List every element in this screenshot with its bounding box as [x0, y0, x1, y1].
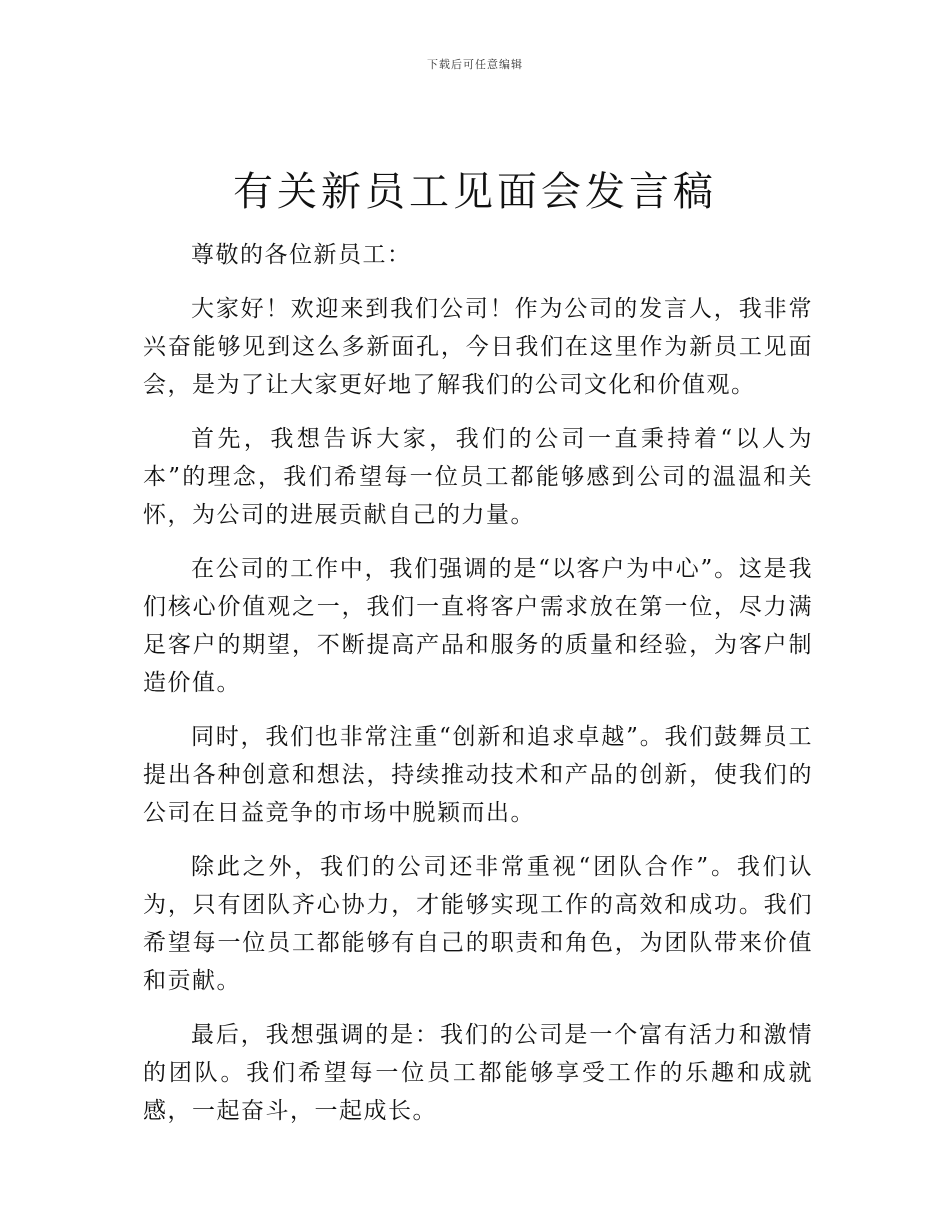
paragraph-teamwork: 除此之外，我们的公司还非常重视“团队合作”。我们认为，只有团队齐心协力，才能够实现工作的高效和成功。我们希望每一位员工都能够有自己的职责和角色，为团队带来价值和贡献。: [143, 854, 813, 994]
document-title: 有关新员工见面会发言稿: [233, 169, 717, 215]
document-body: [143, 236, 813, 1146]
greeting-line: 尊敬的各位新员工：: [191, 242, 412, 268]
paragraph-innovation: 同时，我们也非常注重“创新和追求卓越”。我们鼓舞员工提出各种创意和想法，持续推动技术和产品的创新，使我们的公司在日益竞争的市场中脱颖而出。: [143, 724, 813, 826]
paragraph-customer-centric: 在公司的工作中，我们强调的是“以客户为中心”。这是我们核心价值观之一，我们一直将客户需求放在第一位，尽力满足客户的期望，不断提高产品和服务的质量和经验，为客户制造价值。: [143, 556, 813, 696]
page-header-note: 下载后可任意编辑: [427, 58, 523, 71]
paragraph-welcome: 大家好！欢迎来到我们公司！作为公司的发言人，我非常兴奋能够见到这么多新面孔，今日我们在这里作为新员工见面会，是为了让大家更好地了解我们的公司文化和价值观。: [143, 296, 813, 398]
paragraph-people-first: 首先，我想告诉大家，我们的公司一直秉持着“以人为本”的理念，我们希望每一位员工都能够感到公司的温温和关怀，为公司的进展贡献自己的力量。: [143, 426, 813, 528]
paragraph-closing: 最后，我想强调的是：我们的公司是一个富有活力和激情的团队。我们希望每一位员工都能够享受工作的乐趣和成就感，一起奋斗，一起成长。: [143, 1022, 813, 1124]
